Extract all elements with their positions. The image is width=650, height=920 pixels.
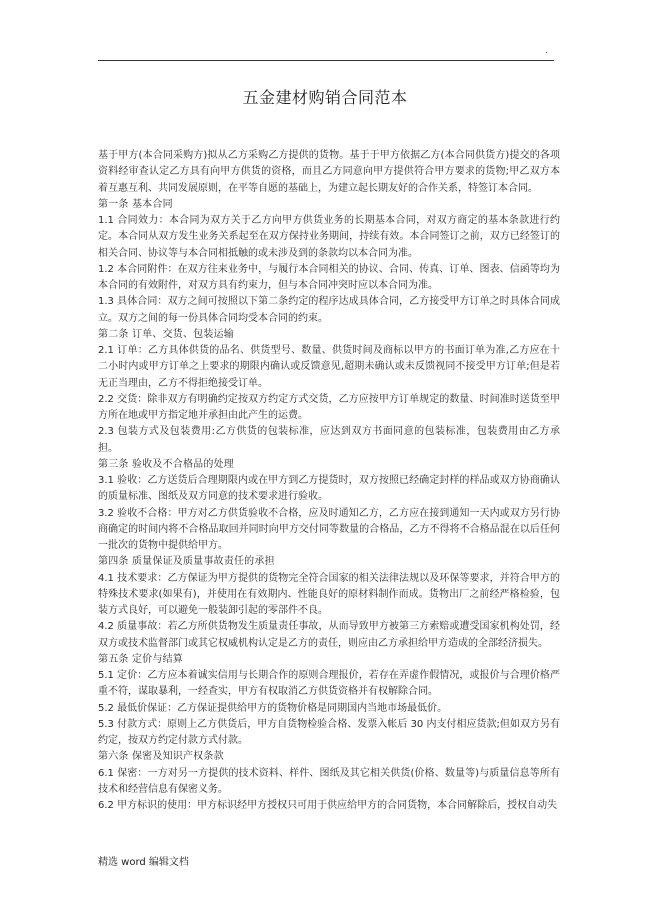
- section-heading: 第六条 保密及知识产权条款: [98, 751, 224, 763]
- section-heading: 第一条 基本合同: [98, 198, 173, 210]
- clause-paragraph: 6.1 保密：一方对另一方提供的技术资料、样件、图纸及其它相关供货(价格、数量等)与质量信息等所有技术和经营信息有保密义务。: [98, 767, 560, 795]
- intro-paragraph: 基于甲方(本合同采购方)拟从乙方采购乙方提供的货物。基于于甲方依据乙方(本合同供货方)提交的各项资料经审查认定乙方具有向甲方供货的资格，而且乙方同意向甲方提供符合甲方要求的货物;甲乙双方本着互惠互利、共同发展原则，在平等自愿的基础上，为建立起长期友好的合作关系，特签订本合同。: [98, 150, 560, 194]
- clause-paragraph: 1.1 合同效力：本合同为双方关于乙方向甲方供货业务的长期基本合同，对双方商定的基本条款进行约定。本合同从双方发生业务关系起至在双方保持业务期间，持续有效。本合同签订之前，双方已经签订的相关合同、协议等与本合同相抵触的或未涉及到的条款均以本合同为准。: [98, 215, 560, 259]
- section-heading: 第二条 订单、交货、包装运输: [98, 328, 234, 340]
- section-heading: 第四条 质量保证及质量事故责任的承担: [98, 556, 275, 568]
- clause-paragraph: 2.2 交货：除非双方有明确约定按双方约定方式交货，乙方应按甲方订单规定的数量、时间准时送货至甲方所在地或甲方指定地并承担由此产生的运费。: [98, 393, 560, 421]
- clause-paragraph: 5.2 最低价保证：乙方保证提供给甲方的货物价格是同期国内当地市场最低价。: [98, 702, 448, 714]
- header-rule: [98, 60, 554, 61]
- clause-paragraph: 6.2 甲方标识的使用：甲方标识经甲方授权只可用于供应给甲方的合同货物，本合同解除后，授权自动失: [98, 800, 558, 811]
- clause-paragraph: 4.1 技术要求：乙方保证为甲方提供的货物完全符合国家的相关法律法规以及环保等要求，并符合甲方的特殊技术要求(如果有)，并使用在有效期内、性能良好的原材料制作而成。货物出厂之前经严格检验，包装方式良好，可以避免一般装卸引起的零部件不良。: [98, 572, 560, 616]
- clause-paragraph: 3.1 验收：乙方送货后合理期限内或在甲方到乙方提货时，双方按照已经确定封样的样品或双方协商确认的质量标准、图纸及双方同意的技术要求进行验收。: [98, 475, 560, 503]
- clause-paragraph: 5.3 付款方式：原则上乙方供货后，甲方自货物检验合格、发票入帐后 30 内支付相应货款;但如双方另有约定，按双方约定付款方式付款。: [98, 718, 560, 746]
- clause-paragraph: 1.2 本合同附件：在双方往来业务中，与履行本合同相关的协议、合同、传真、订单、图表、信函等均为本合同的有效附件，对双方具有约束力，但与本合同冲突时应以本合同为准。: [98, 263, 560, 291]
- clause-paragraph: 2.1 订单：乙方具体供货的品名、供货型号、数量、供货时间及商标以甲方的书面订单为准,乙方应在十二小时内或甲方订单之上要求的期限内确认或反馈意见,超期未确认或未反馈视同不接受甲方订单;但是若无正当理由，乙方不得拒绝接受订单。: [98, 345, 560, 389]
- document-title: 五金建材购销合同范本: [242, 88, 408, 107]
- clause-paragraph: 3.2 验收不合格：甲方对乙方供货验收不合格，应及时通知乙方，乙方应在接到通知一天内或双方另行协商确定的时间内将不合格品取回并同时向甲方交付同等数量的合格品，乙方不得将不合格品混在以后任何一批次的货物中提供给甲方。: [98, 507, 560, 551]
- clause-paragraph: 1.3 具体合同：双方之间可按照以下第二条约定的程序达成具体合同，乙方接受甲方订单之时具体合同成立。双方之间的每一份具体合同均受本合同的约束。: [98, 296, 560, 324]
- clause-paragraph: 5.1 定价：乙方应本着诚实信用与长期合作的原则合理报价，若存在弄虚作假情况，或报价与合理价格严重不符，谋取暴利，一经查实，甲方有权取消乙方供货资格并有权解除合同。: [98, 670, 560, 698]
- clause-paragraph: 2.3 包装方式及包装费用:乙方供货的包装标准，应达到双方书面同意的包装标准，包装费用由乙方承担。: [98, 426, 560, 454]
- section-heading: 第五条 定价与结算: [98, 653, 183, 665]
- document-body: [98, 148, 560, 814]
- section-heading: 第三条 验收及不合格品的处理: [98, 458, 234, 470]
- clause-paragraph: 4.2 质量事故：若乙方所供货物发生质量责任事故，从而导致甲方被第三方索赔或遭受国家机构处罚，经双方或技术监督部门或其它权威机构认定是乙方的责任，则应由乙方承担给甲方造成的全部经济损失。: [98, 621, 560, 649]
- footer-note: 精选 word 编辑文档: [98, 857, 189, 868]
- header-mark: .: [545, 46, 548, 56]
